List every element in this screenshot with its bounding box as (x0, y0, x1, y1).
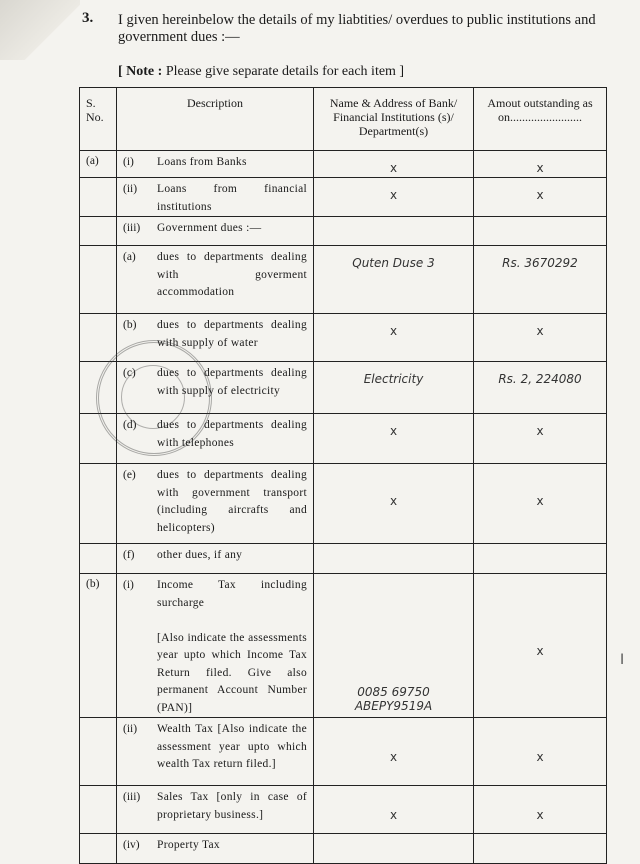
header-amount: Amout outstanding as on........................ (474, 88, 607, 151)
row-sno: (b) (80, 574, 117, 718)
row-amount (474, 544, 607, 574)
table-row (80, 544, 607, 574)
row-amount (474, 834, 607, 864)
pan-code: ABEPY9519A (354, 699, 433, 713)
row-text: Property Tax (157, 839, 220, 851)
row-sno (80, 178, 117, 217)
table-row (80, 718, 607, 786)
row-num: (i) (123, 156, 134, 168)
official-seal-stamp (96, 340, 212, 456)
seal-inner-ring (121, 365, 185, 429)
row-text: Wealth Tax [Also indicate the assessment year upto which wealth Tax return filed.] (157, 723, 307, 770)
row-num: (ii) (123, 723, 138, 735)
row-text-note: [Also indicate the assessments year upto which Income Tax Return filed. Give also permanent Account Number (PAN)] (157, 631, 307, 714)
row-bank (314, 544, 474, 574)
table-row (80, 178, 607, 217)
table-row (80, 151, 607, 178)
row-num: (e) (123, 469, 136, 481)
table-row (80, 464, 607, 544)
row-text: Loans from financial institutions (157, 183, 307, 213)
row-num: (i) (123, 579, 134, 591)
table-row (80, 786, 607, 834)
pan-number: 0085 69750 (357, 685, 430, 699)
row-amount: x (474, 151, 607, 178)
row-description (117, 834, 314, 864)
row-bank-handwritten: Quten Duse 3 (314, 246, 474, 314)
row-num: (a) (123, 251, 136, 263)
table-row (80, 246, 607, 314)
row-text: dues to departments dealing with supply of electricity (157, 367, 307, 397)
row-amount-handwritten: Rs. 2, 224080 (474, 362, 607, 414)
row-bank: x (314, 464, 474, 544)
row-description (117, 718, 314, 786)
row-description (117, 786, 314, 834)
row-sno (80, 464, 117, 544)
row-amount (474, 217, 607, 246)
row-bank: x (314, 314, 474, 362)
row-num: (iv) (123, 839, 140, 851)
row-description (117, 574, 314, 718)
row-bank: x (314, 786, 474, 834)
row-text: Income Tax including surcharge (157, 579, 307, 609)
row-num: (d) (123, 419, 137, 431)
row-bank (314, 217, 474, 246)
row-sno (80, 718, 117, 786)
row-amount: x (474, 718, 607, 786)
row-amount: x (474, 314, 607, 362)
row-num: (ii) (123, 183, 138, 195)
row-amount: x (474, 178, 607, 217)
row-text: dues to departments dealing with telephones (157, 419, 307, 449)
row-num: (c) (123, 367, 136, 379)
row-bank-handwritten: Electricity (314, 362, 474, 414)
section-note (118, 64, 404, 80)
row-bank: x (314, 178, 474, 217)
row-description (117, 178, 314, 217)
table-row (80, 834, 607, 864)
liabilities-table (79, 87, 607, 864)
note-text: Please give separate details for each item ] (162, 64, 405, 79)
table-row (80, 574, 607, 718)
row-sno (80, 834, 117, 864)
row-amount-handwritten: Rs. 3670292 (474, 246, 607, 314)
row-sno (80, 786, 117, 834)
row-amount: x (474, 464, 607, 544)
row-bank-handwritten (314, 574, 474, 718)
row-description (117, 464, 314, 544)
section-number: 3. (82, 10, 94, 26)
row-text: dues to departments dealing with supply of water (157, 319, 307, 349)
row-description (117, 544, 314, 574)
row-sno: (a) (80, 151, 117, 178)
header-description: Description (117, 88, 314, 151)
row-bank (314, 834, 474, 864)
row-num: (iii) (123, 222, 141, 234)
row-bank: x (314, 414, 474, 464)
row-amount: x (474, 574, 607, 718)
header-bank: Name & Address of Bank/ Financial Institutions (s)/ Department(s) (314, 88, 474, 151)
row-description (117, 217, 314, 246)
row-text: dues to departments dealing with government transport (including aircrafts and helicopters) (157, 469, 307, 534)
folded-corner (0, 0, 80, 60)
row-text: other dues, if any (157, 549, 243, 561)
row-amount: x (474, 414, 607, 464)
note-label: [ Note : (118, 64, 163, 79)
row-amount: x (474, 786, 607, 834)
section-heading: I given hereinbelow the details of my liabtities/ overdues to public institutions and government dues :— (118, 12, 596, 45)
row-num: (iii) (123, 791, 141, 803)
row-sno (80, 246, 117, 314)
row-description (117, 151, 314, 178)
row-text: Sales Tax [only in case of proprietary business.] (157, 791, 307, 821)
header-sno: S. No. (80, 88, 117, 151)
row-bank: x (314, 718, 474, 786)
row-text: Loans from Banks (157, 156, 247, 168)
row-sno (80, 314, 117, 362)
row-sno (80, 544, 117, 574)
row-num: (f) (123, 549, 135, 561)
row-bank: x (314, 151, 474, 178)
row-text-group (157, 574, 313, 717)
row-num: (b) (123, 319, 137, 331)
row-sno (80, 217, 117, 246)
row-text: dues to departments dealing with goverment accommodation (157, 251, 307, 298)
row-text: Government dues :— (157, 222, 262, 234)
margin-mark: I (620, 652, 625, 668)
table-row (80, 217, 607, 246)
row-description (117, 246, 314, 314)
table-header-row (80, 88, 607, 151)
